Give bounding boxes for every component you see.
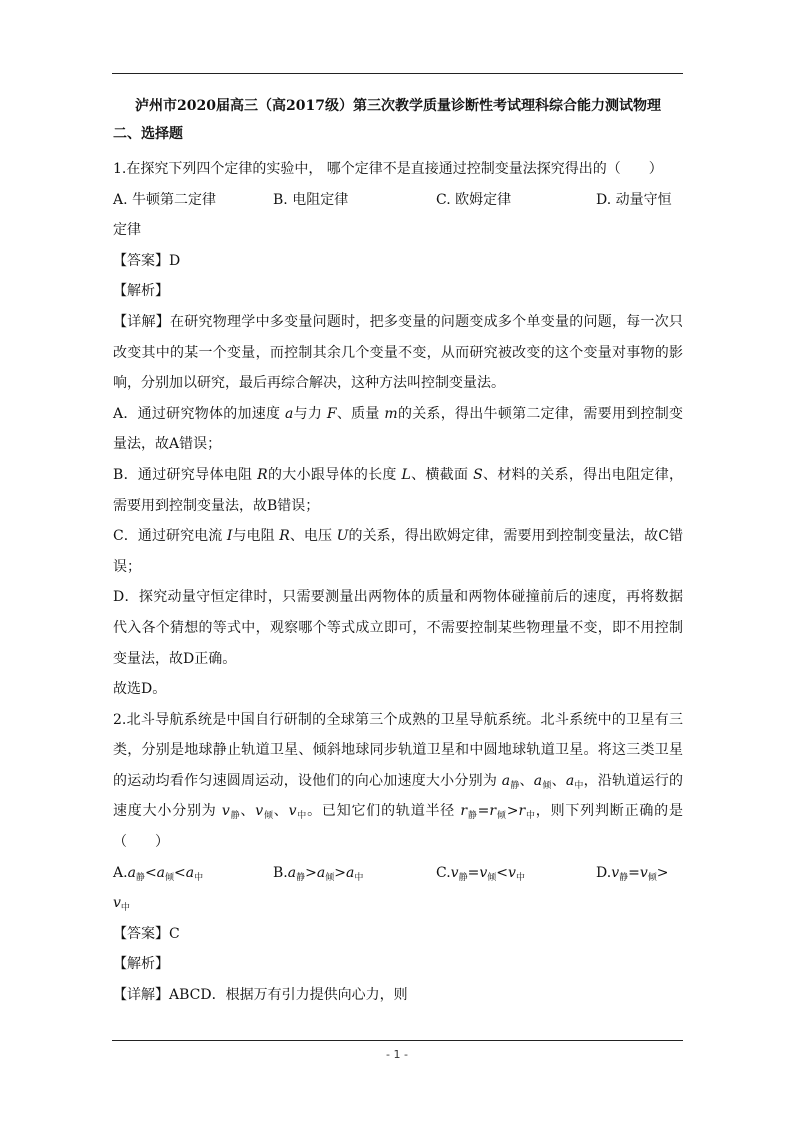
q2-analysis-label: 【解析】 bbox=[113, 956, 169, 973]
q1-explain-b: B．通过研究导体电阻 R的大小跟导体的长度 L、横截面 S、材料的关系，得出电阻定律，需要用到控制变量法，故B错误； bbox=[113, 466, 684, 514]
q1-analysis-label: 【解析】 bbox=[113, 283, 169, 300]
q2-option-c: $C.v_静=v_倾<v_中$ bbox=[436, 864, 525, 883]
q2-detail: 【详解】ABCD．根据万有引力提供向心力，则 bbox=[113, 987, 408, 1004]
q1-option-c: C. 欧姆定律 bbox=[436, 191, 512, 208]
q1-options bbox=[113, 185, 683, 216]
q2-option-d-continued: $v_中$ bbox=[113, 895, 130, 914]
q1-explain-d: D．探究动量守恒定律时，只需要测量出两物体的质量和两物体碰撞前后的速度，再将数据代入各个猜想的等式中，观察哪个等式成立即可，不需要控制某些物理量不变，即不用控制变量法，故D正确。 bbox=[113, 589, 683, 667]
q1-option-b: B. 电阻定律 bbox=[273, 191, 349, 208]
page-number: - 1 - bbox=[386, 1048, 408, 1061]
q1-stem: 1.在探究下列四个定律的实验中， 哪个定律不是直接通过控制变量法探究得出的（ ） bbox=[113, 161, 663, 177]
q2-options bbox=[113, 858, 683, 889]
q2-answer: 【答案】C bbox=[113, 925, 180, 942]
q1-answer: 【答案】D bbox=[113, 252, 181, 269]
section-heading: 二、选择题 bbox=[113, 126, 183, 142]
q2-option-b: $B.a_静>a_倾>a_中$ bbox=[273, 864, 364, 883]
q1-explain-a: A．通过研究物体的加速度 a与力 F、质量 m的关系，得出牛顿第二定律，需要用到控制变量法，故A错误； bbox=[113, 405, 684, 453]
q2-option-d: $D.v_静=v_倾>$ bbox=[596, 864, 669, 883]
page-title: 泸州市2020届高三（高2017级）第三次教学质量诊断性考试理科综合能力测试物理 bbox=[135, 98, 661, 114]
q2-stem: 2.北斗导航系统是中国自行研制的全球第三个成熟的卫星导航系统。北斗系统中的卫星有三类，分别是地球静止轨道卫星、倾斜地球同步轨道卫星和中圆地球轨道卫星。将这三类卫星的运动均看作匀速圆周运动，设他们的向心加速度大小分别为 $a_静$、$a_倾$、$a_中$，沿轨道运行的速度大小分别为 $v_静$、$v_倾$、$v_中$。已知它们的轨道半径 $r_静=r_倾>r_中$，则下列判断正确的是（ ） bbox=[113, 711, 683, 851]
q1-conclusion: 故选D。 bbox=[113, 681, 167, 698]
q1-option-a: A. 牛顿第二定律 bbox=[113, 191, 217, 208]
footer-rule bbox=[112, 1040, 683, 1041]
document-body bbox=[113, 96, 683, 1011]
q1-option-d: D. 动量守恒 bbox=[596, 191, 672, 208]
q1-option-d-continued: 定律 bbox=[113, 222, 141, 239]
header-rule bbox=[112, 73, 683, 74]
q1-detail: 【详解】在研究物理学中多变量问题时，把多变量的问题变成多个单变量的问题，每一次只改变其中的某一个变量，而控制其余几个变量不变，从而研究被改变的这个变量对事物的影响，分别加以研究，最后再综合解决，这种方法叫控制变量法。 bbox=[113, 313, 683, 392]
q2-option-a: $A.a_静<a_倾<a_中$ bbox=[113, 864, 204, 883]
q1-explain-c: C．通过研究电流 I与电阻 R、电压 U的关系，得出欧姆定律，需要用到控制变量法，故C错误； bbox=[113, 528, 683, 575]
